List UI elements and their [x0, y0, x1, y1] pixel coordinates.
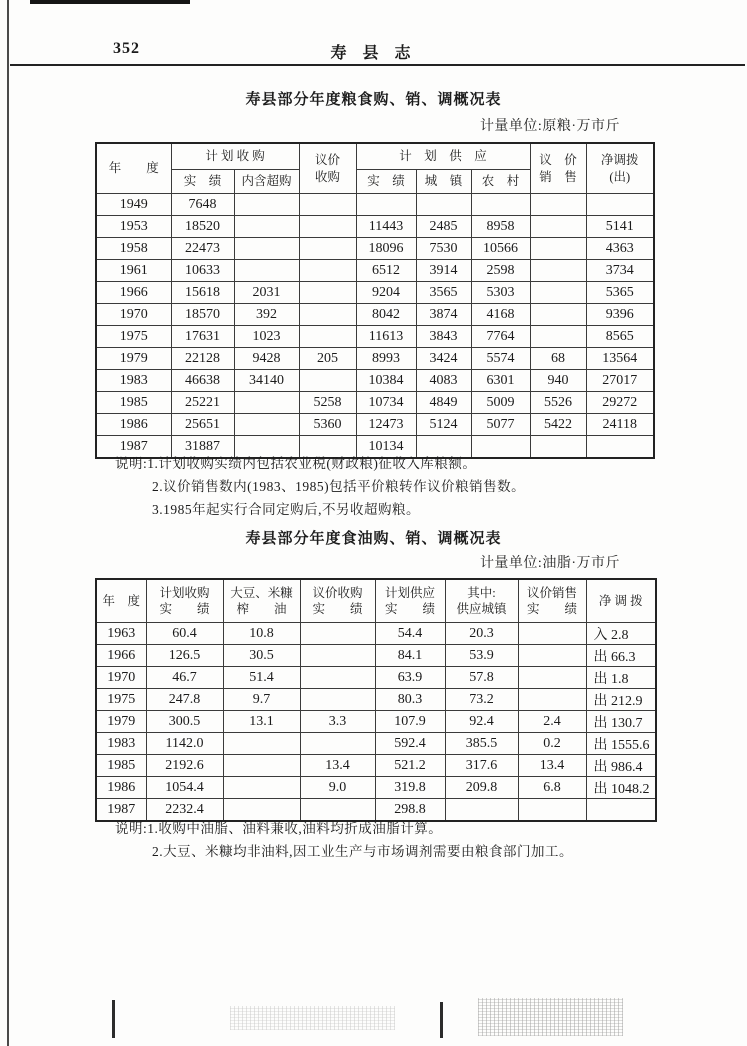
table-cell: 13564: [586, 348, 654, 370]
header-rule: [10, 64, 745, 66]
table-row: [96, 304, 654, 326]
table-cell: 入 2.8: [586, 623, 656, 645]
table-cell: 3843: [416, 326, 471, 348]
col-header-line: 大豆、米糠: [230, 585, 293, 600]
col-header-line: 议 价: [539, 153, 577, 168]
col-header-negotiated-purchase-actual: [300, 579, 375, 623]
table-row: [96, 238, 654, 260]
table-cell: [530, 282, 586, 304]
table-cell: 2192.6: [146, 755, 223, 777]
table-cell: 1985: [96, 755, 146, 777]
table-cell: 1142.0: [146, 733, 223, 755]
table-cell: 1983: [96, 370, 171, 392]
table-cell: [356, 194, 416, 216]
table-cell: 10.8: [223, 623, 300, 645]
table-cell: 12473: [356, 414, 416, 436]
table-cell: 0.2: [518, 733, 586, 755]
table-cell: 107.9: [375, 711, 445, 733]
table-cell: 3424: [416, 348, 471, 370]
col-header-line: 议价销售: [526, 585, 577, 600]
table-cell: 5141: [586, 216, 654, 238]
table-cell: 3874: [416, 304, 471, 326]
col-header-urban: 城 镇: [416, 170, 471, 194]
table-cell: 592.4: [375, 733, 445, 755]
table-cell: 6301: [471, 370, 530, 392]
table-cell: 25221: [171, 392, 234, 414]
table-row: [96, 370, 654, 392]
table-row: [96, 711, 656, 733]
table-cell: 4083: [416, 370, 471, 392]
table-cell: [299, 282, 356, 304]
table-cell: [518, 623, 586, 645]
table-cell: [300, 667, 375, 689]
grain-table-title: 寿县部分年度粮食购、销、调概况表: [245, 92, 502, 108]
table-cell: 9.7: [223, 689, 300, 711]
table-cell: 385.5: [445, 733, 518, 755]
table-cell: 31887: [171, 436, 234, 459]
col-header-line: 收购: [315, 169, 341, 184]
table-row: [96, 194, 654, 216]
table-cell: 1986: [96, 777, 146, 799]
table-cell: [299, 260, 356, 282]
col-header-negotiated-purchase: [299, 143, 356, 194]
table-cell: 5258: [299, 392, 356, 414]
col-header-line: 净调拨: [601, 153, 639, 168]
col-header-line: (出): [609, 169, 631, 184]
col-header-plan-supply: 计 划 供 应: [356, 143, 530, 170]
table-row: [96, 733, 656, 755]
page-number: 352: [113, 40, 140, 57]
table-cell: [223, 733, 300, 755]
table-cell: 4363: [586, 238, 654, 260]
book-title: 寿 县 志: [330, 45, 417, 62]
table-cell: 出 986.4: [586, 755, 656, 777]
table-cell: 1985: [96, 392, 171, 414]
table-cell: 出 130.7: [586, 711, 656, 733]
table-cell: 5574: [471, 348, 530, 370]
table-cell: 15618: [171, 282, 234, 304]
table-cell: 1970: [96, 304, 171, 326]
grain-table-notes: [115, 452, 525, 521]
table-row: [96, 216, 654, 238]
table-cell: 1023: [234, 326, 299, 348]
table-cell: 13.1: [223, 711, 300, 733]
col-header-line: 计划供应: [384, 585, 435, 600]
col-header-urban-supply: [445, 579, 518, 623]
table-cell: 出 66.3: [586, 645, 656, 667]
oil-table: [95, 578, 657, 822]
table-cell: 9.0: [300, 777, 375, 799]
grain-table-body: [96, 194, 654, 459]
table-cell: 9396: [586, 304, 654, 326]
table-cell: 11443: [356, 216, 416, 238]
table-cell: 1961: [96, 260, 171, 282]
table-cell: [300, 623, 375, 645]
table-cell: [518, 645, 586, 667]
col-header-year: 年 度: [96, 579, 146, 623]
table-cell: [234, 238, 299, 260]
col-header-soybean-ricebran-oil: [223, 579, 300, 623]
table-cell: 出 1048.2: [586, 777, 656, 799]
table-cell: 73.2: [445, 689, 518, 711]
table-cell: [223, 755, 300, 777]
table-cell: 8042: [356, 304, 416, 326]
col-header-line: 实 绩: [159, 602, 210, 616]
table-row: [96, 667, 656, 689]
col-header-plan-purchase: 计 划 收 购: [171, 143, 299, 170]
table-cell: 57.8: [445, 667, 518, 689]
table-cell: 18096: [356, 238, 416, 260]
table-cell: 1986: [96, 414, 171, 436]
table-cell: 60.4: [146, 623, 223, 645]
grain-table-unit: 计量单位:原粮·万市斤: [479, 119, 620, 134]
table-cell: 7764: [471, 326, 530, 348]
col-header-net-transfer: 净 调 拨: [586, 579, 656, 623]
table-cell: 4849: [416, 392, 471, 414]
table-cell: [530, 436, 586, 459]
scan-noise: [478, 998, 623, 1036]
col-header-line: 销 售: [539, 169, 577, 184]
table-cell: 27017: [586, 370, 654, 392]
table-row: [96, 777, 656, 799]
table-cell: 51.4: [223, 667, 300, 689]
col-header-line: 实 绩: [526, 602, 577, 616]
table-cell: [234, 392, 299, 414]
table-cell: 10633: [171, 260, 234, 282]
col-header-over-purchase: 内含超购: [234, 170, 299, 194]
table-cell: 5526: [530, 392, 586, 414]
table-cell: 13.4: [300, 755, 375, 777]
table-cell: 17631: [171, 326, 234, 348]
scan-edge-line: [7, 0, 9, 1046]
table-cell: [300, 645, 375, 667]
table-cell: 2232.4: [146, 799, 223, 822]
table-cell: [518, 667, 586, 689]
col-header-line: 实 绩: [384, 602, 435, 616]
table-cell: [530, 304, 586, 326]
table-cell: [234, 414, 299, 436]
table-cell: 3565: [416, 282, 471, 304]
col-header-net-transfer: [586, 143, 654, 194]
table-cell: 5303: [471, 282, 530, 304]
table-cell: 205: [299, 348, 356, 370]
table-cell: 1979: [96, 348, 171, 370]
table-cell: 521.2: [375, 755, 445, 777]
table-row: [96, 326, 654, 348]
table-cell: 1987: [96, 436, 171, 459]
table-cell: 4168: [471, 304, 530, 326]
table-cell: 9428: [234, 348, 299, 370]
table-cell: [299, 238, 356, 260]
oil-table-notes: [115, 817, 573, 863]
table-cell: 3734: [586, 260, 654, 282]
col-header-line: 供应城镇: [456, 602, 507, 616]
table-cell: 30.5: [223, 645, 300, 667]
table-cell: 10734: [356, 392, 416, 414]
table-cell: 10566: [471, 238, 530, 260]
table-row: [96, 689, 656, 711]
scan-noise: [230, 1006, 395, 1030]
table-cell: 53.9: [445, 645, 518, 667]
table-cell: [471, 194, 530, 216]
col-header-line: 其中:: [467, 585, 496, 600]
table-cell: 1963: [96, 623, 146, 645]
col-header-line: 实 绩: [312, 602, 363, 616]
scan-artifact-mark: [440, 1002, 443, 1038]
table-row: [96, 392, 654, 414]
table-cell: 3914: [416, 260, 471, 282]
table-cell: 46.7: [146, 667, 223, 689]
table-cell: 319.8: [375, 777, 445, 799]
note-line: 2.大豆、米糠均非油料,因工业生产与市场调剂需要由粮食部门加工。: [152, 844, 573, 859]
scan-corner-mark: [30, 0, 190, 4]
table-cell: 2598: [471, 260, 530, 282]
table-cell: 1983: [96, 733, 146, 755]
table-cell: 63.9: [375, 667, 445, 689]
note-line: 2.议价销售数内(1983、1985)包括平价粮转作议价粮销售数。: [152, 479, 526, 494]
table-cell: 84.1: [375, 645, 445, 667]
col-header-plan-purchase-actual: [146, 579, 223, 623]
table-cell: [234, 216, 299, 238]
table-cell: 出 1555.6: [586, 733, 656, 755]
table-cell: 3.3: [300, 711, 375, 733]
table-cell: 300.5: [146, 711, 223, 733]
oil-table-unit: 计量单位:油脂·万市斤: [479, 556, 620, 571]
table-cell: 2485: [416, 216, 471, 238]
table-cell: 1975: [96, 326, 171, 348]
table-cell: 80.3: [375, 689, 445, 711]
table-cell: 54.4: [375, 623, 445, 645]
col-header-actual: 实 绩: [356, 170, 416, 194]
table-cell: 1949: [96, 194, 171, 216]
table-row: [96, 414, 654, 436]
table-cell: 10384: [356, 370, 416, 392]
table-row: [96, 348, 654, 370]
note-line: 说明:1.收购中油脂、油料兼收,油料均折成油脂计算。: [115, 821, 443, 836]
col-header-plan-supply-actual: [375, 579, 445, 623]
table-cell: 6.8: [518, 777, 586, 799]
table-cell: 11613: [356, 326, 416, 348]
table-cell: 8958: [471, 216, 530, 238]
table-cell: [530, 260, 586, 282]
table-cell: 8993: [356, 348, 416, 370]
table-cell: 34140: [234, 370, 299, 392]
table-cell: 1958: [96, 238, 171, 260]
table-cell: 5360: [299, 414, 356, 436]
table-cell: 25651: [171, 414, 234, 436]
oil-table-title: 寿县部分年度食油购、销、调概况表: [245, 531, 502, 547]
table-cell: [299, 216, 356, 238]
table-cell: 5077: [471, 414, 530, 436]
table-cell: 18520: [171, 216, 234, 238]
table-cell: 1966: [96, 282, 171, 304]
table-cell: [530, 194, 586, 216]
table-cell: 22128: [171, 348, 234, 370]
table-cell: [530, 238, 586, 260]
col-header-line: 议价: [315, 153, 341, 168]
table-cell: 9204: [356, 282, 416, 304]
table-cell: [586, 194, 654, 216]
table-cell: 7648: [171, 194, 234, 216]
table-cell: [299, 304, 356, 326]
table-cell: 20.3: [445, 623, 518, 645]
table-cell: 247.8: [146, 689, 223, 711]
table-cell: 1979: [96, 711, 146, 733]
table-cell: [223, 777, 300, 799]
table-cell: [234, 260, 299, 282]
table-cell: [586, 799, 656, 822]
table-cell: 18570: [171, 304, 234, 326]
table-cell: 46638: [171, 370, 234, 392]
table-cell: 5422: [530, 414, 586, 436]
table-row: [96, 282, 654, 304]
table-cell: [530, 326, 586, 348]
table-cell: [300, 733, 375, 755]
col-header-line: 榨 油: [236, 602, 287, 616]
table-cell: 5009: [471, 392, 530, 414]
table-cell: 298.8: [375, 799, 445, 822]
table-cell: 8565: [586, 326, 654, 348]
table-cell: [234, 194, 299, 216]
table-cell: 出 1.8: [586, 667, 656, 689]
table-cell: [299, 194, 356, 216]
table-cell: 1987: [96, 799, 146, 822]
table-cell: [300, 689, 375, 711]
note-line: 说明:1.计划收购实绩内包括农业税(财政粮)征收入库粮额。: [115, 456, 477, 471]
table-cell: 24118: [586, 414, 654, 436]
scan-artifact-mark: [112, 1000, 115, 1038]
table-cell: 出 212.9: [586, 689, 656, 711]
oil-table-body: [96, 623, 656, 822]
col-header-line: 计划收购: [159, 585, 210, 600]
table-cell: [299, 370, 356, 392]
table-cell: 92.4: [445, 711, 518, 733]
table-cell: 1054.4: [146, 777, 223, 799]
table-cell: 13.4: [518, 755, 586, 777]
table-cell: 209.8: [445, 777, 518, 799]
note-line: 3.1985年起实行合同定购后,不另收超购粮。: [152, 502, 420, 517]
col-header-negotiated-sale-actual: [518, 579, 586, 623]
table-cell: 1970: [96, 667, 146, 689]
col-header-year: 年 度: [96, 143, 171, 194]
col-header-negotiated-sale: [530, 143, 586, 194]
table-cell: 10134: [356, 436, 416, 459]
table-cell: 22473: [171, 238, 234, 260]
table-cell: [416, 194, 471, 216]
col-header-rural: 农 村: [471, 170, 530, 194]
table-cell: 5365: [586, 282, 654, 304]
table-cell: [518, 689, 586, 711]
table-cell: 940: [530, 370, 586, 392]
table-row: [96, 645, 656, 667]
table-cell: [530, 216, 586, 238]
table-cell: 1953: [96, 216, 171, 238]
table-cell: 7530: [416, 238, 471, 260]
table-cell: 126.5: [146, 645, 223, 667]
table-cell: 1966: [96, 645, 146, 667]
col-header-actual: 实 绩: [171, 170, 234, 194]
col-header-line: 议价收购: [312, 585, 363, 600]
table-cell: [586, 436, 654, 459]
table-cell: 2031: [234, 282, 299, 304]
table-cell: 2.4: [518, 711, 586, 733]
table-row: [96, 623, 656, 645]
table-cell: 392: [234, 304, 299, 326]
table-cell: 68: [530, 348, 586, 370]
table-row: [96, 755, 656, 777]
table-cell: 1975: [96, 689, 146, 711]
table-cell: 317.6: [445, 755, 518, 777]
table-row: [96, 260, 654, 282]
table-cell: 29272: [586, 392, 654, 414]
grain-table: [95, 142, 655, 459]
table-cell: [299, 326, 356, 348]
table-cell: 6512: [356, 260, 416, 282]
table-cell: 5124: [416, 414, 471, 436]
